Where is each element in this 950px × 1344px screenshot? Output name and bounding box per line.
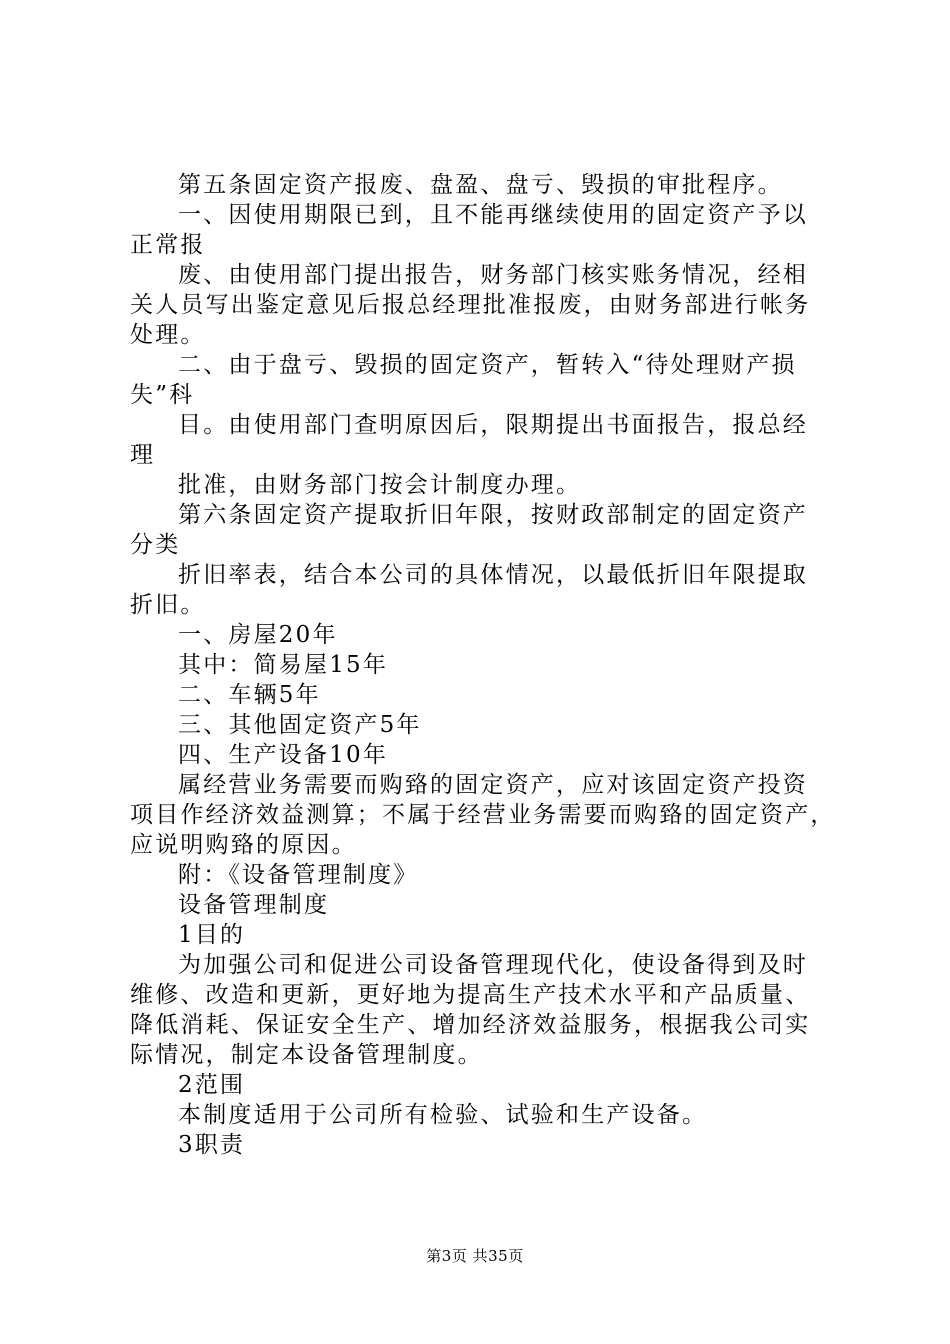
text-line: 第五条固定资产报废、盘盈、盘亏、毁损的审批程序。 xyxy=(178,172,783,198)
text-line: 项目作经济效益测算；不属于经营业务需要而购臵的固定资产， xyxy=(130,802,836,828)
text-line: 属经营业务需要而购臵的固定资产，应对该固定资产投资 xyxy=(178,772,808,798)
text-line: 二、由于盘亏、毁损的固定资产，暂转入“待处理财产损 xyxy=(178,352,797,378)
text-line: 附：《设备管理制度》 xyxy=(178,862,419,888)
section-heading: 3职责 xyxy=(178,1132,246,1158)
text-line: 一、因使用期限已到，且不能再继续使用的固定资产予以 xyxy=(178,202,808,228)
text-line: 应说明购臵的原因。 xyxy=(130,832,357,858)
text-line: 批准，由财务部门按会计制度办理。 xyxy=(178,472,582,498)
text-line: 处理。 xyxy=(130,322,206,348)
text-line: 三、其他固定资产5年 xyxy=(178,712,422,738)
text-line: 正常报 xyxy=(130,232,206,258)
page-number-footer: 第3页 共35页 xyxy=(426,1247,524,1265)
section-heading: 设备管理制度 xyxy=(178,892,330,918)
text-line: 降低消耗、保证安全生产、增加经济效益服务，根据我公司实 xyxy=(130,1012,811,1038)
section-heading: 2范围 xyxy=(178,1072,246,1098)
text-line: 第六条固定资产提取折旧年限，按财政部制定的固定资产 xyxy=(178,502,808,528)
text-line: 目。由使用部门查明原因后，限期提出书面报告，报总经 xyxy=(178,412,808,438)
text-line: 四、生产设备10年 xyxy=(178,742,389,768)
text-line: 其中：简易屋15年 xyxy=(178,652,389,678)
text-line: 一、房屋20年 xyxy=(178,622,338,648)
text-line: 为加强公司和促进公司设备管理现代化，使设备得到及时 xyxy=(178,952,808,978)
text-line: 维修、改造和更新，更好地为提高生产技术水平和产品质量、 xyxy=(130,982,811,1008)
text-line: 失”科 xyxy=(130,382,195,408)
text-line: 二、车辆5年 xyxy=(178,682,321,708)
text-line: 关人员写出鉴定意见后报总经理批准报废，由财务部进行帐务 xyxy=(130,292,811,318)
text-line: 际情况，制定本设备管理制度。 xyxy=(130,1042,483,1068)
document-body xyxy=(130,170,835,1160)
text-line: 折旧率表，结合本公司的具体情况，以最低折旧年限提取 xyxy=(178,562,808,588)
text-line: 本制度适用于公司所有检验、试验和生产设备。 xyxy=(178,1102,708,1128)
text-line: 理 xyxy=(130,442,156,468)
text-line: 折旧。 xyxy=(130,592,206,618)
text-line: 分类 xyxy=(130,532,181,558)
section-heading: 1目的 xyxy=(178,922,246,948)
text-line: 废、由使用部门提出报告，财务部门核实账务情况，经相 xyxy=(178,262,808,288)
